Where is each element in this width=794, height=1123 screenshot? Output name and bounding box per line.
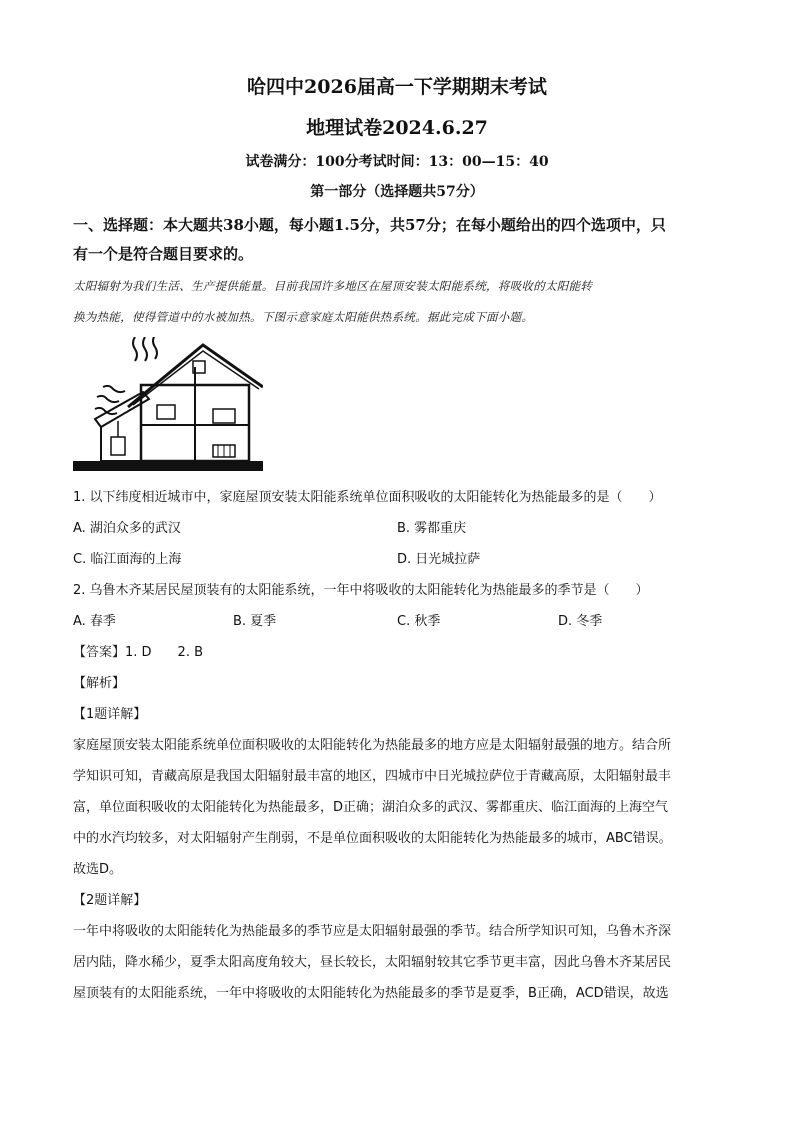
solar-house-figure bbox=[73, 337, 263, 477]
question-2-stem: 2. 乌鲁木齐某居民屋顶装有的太阳能系统，一年中将吸收的太阳能转化为热能最多的季节是（ ） bbox=[73, 583, 649, 598]
q1-detail-line: 学知识可知，青藏高原是我国太阳辐射最丰富的地区，四城市中日光城拉萨位于青藏高原，太阳辐射最丰 bbox=[73, 769, 672, 784]
answer-line bbox=[73, 641, 203, 660]
section-instruction-line1: 一、选择题：本大题共38小题，每小题1.5分，共57分；在每小题给出的四个选项中，只 bbox=[73, 216, 666, 234]
q1-option-a: A. 湖泊众多的武汉 bbox=[73, 521, 181, 536]
q2-option-c: C. 秋季 bbox=[397, 614, 441, 629]
exam-title: 哈四中2026届高一下学期期末考试 bbox=[247, 76, 547, 98]
q1-detail-line: 富，单位面积吸收的太阳能转化为热能最多，D正确；湖泊众多的武汉、雾都重庆、临江面海的上海空气 bbox=[73, 800, 669, 815]
exam-subtitle: 地理试卷2024.6.27 bbox=[306, 117, 488, 139]
section-instruction-line2: 有一个是符合题目要求的。 bbox=[73, 245, 254, 263]
q2-detail-label: 【2题详解】 bbox=[73, 893, 147, 908]
q2-option-b: B. 夏季 bbox=[233, 614, 277, 629]
q2-option-a: A. 春季 bbox=[73, 614, 116, 629]
passage-line2: 换为热能，使得管道中的水被加热。下图示意家庭太阳能供热系统。据此完成下面小题。 bbox=[73, 310, 534, 324]
answer-text: 1. D 2. B bbox=[125, 645, 204, 660]
q2-detail-line: 一年中将吸收的太阳能转化为热能最多的季节应是太阳辐射最强的季节。结合所学知识可知，乌鲁木齐深 bbox=[73, 924, 672, 939]
sunray-arrows-top bbox=[133, 337, 157, 361]
q1-detail-label: 【1题详解】 bbox=[73, 707, 147, 722]
passage-line1: 太阳辐射为我们生活、生产提供能量。目前我国许多地区在屋顶安装太阳能系统，将吸收的太阳能转 bbox=[73, 279, 593, 293]
q1-detail-line: 中的水汽均较多，对太阳辐射产生削弱，不是单位面积吸收的太阳能转化为热能最多的城市，ABC错误。 bbox=[73, 831, 672, 846]
exam-info: 试卷满分：100分考试时间：13：00—15：40 bbox=[245, 154, 549, 170]
question-1-stem: 1. 以下纬度相近城市中，家庭屋顶安装太阳能系统单位面积吸收的太阳能转化为热能最多的是（ ） bbox=[73, 490, 662, 505]
part-title: 第一部分（选择题共57分） bbox=[310, 184, 484, 200]
q2-option-d: D. 冬季 bbox=[558, 614, 603, 629]
analysis-label: 【解析】 bbox=[73, 676, 126, 691]
q1-option-c: C. 临江面海的上海 bbox=[73, 552, 182, 567]
q1-detail-line: 家庭屋顶安装太阳能系统单位面积吸收的太阳能转化为热能最多的地方应是太阳辐射最强的地方。结合所 bbox=[73, 738, 672, 753]
q1-option-b: B. 雾都重庆 bbox=[397, 521, 467, 536]
answer-label: 【答案】 bbox=[73, 645, 126, 660]
q1-detail-line: 故选D。 bbox=[73, 862, 123, 877]
q2-detail-line: 屋顶装有的太阳能系统，一年中将吸收的太阳能转化为热能最多的季节是夏季，B正确，ACD错误，故选 bbox=[73, 986, 669, 1001]
q2-detail-line: 居内陆，降水稀少，夏季太阳高度角较大，昼长较长，太阳辐射较其它季节更丰富，因此乌鲁木齐某居民 bbox=[73, 955, 672, 970]
ground-strip bbox=[73, 461, 263, 471]
q1-option-d: D. 日光城拉萨 bbox=[397, 552, 481, 567]
